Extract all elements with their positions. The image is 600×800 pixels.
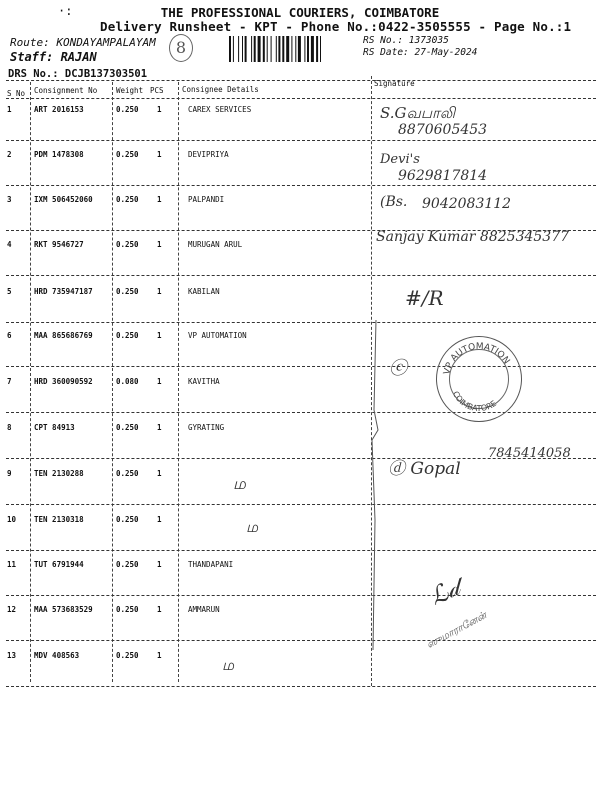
- row-weight: 0.250: [116, 605, 139, 614]
- row-pcs: 1: [157, 560, 162, 569]
- row-separator: [6, 322, 596, 323]
- company-title: THE PROFESSIONAL COURIERS, COIMBATORE: [160, 5, 440, 20]
- row-pcs: 1: [157, 515, 162, 524]
- col-divider: [112, 82, 113, 682]
- row-separator: [6, 550, 596, 551]
- row-pcs: 1: [157, 287, 162, 296]
- row-sno: 8: [7, 423, 12, 432]
- row-separator: [6, 140, 596, 141]
- row-sno: 6: [7, 331, 12, 340]
- row-consignee: MURUGAN ARUL: [188, 240, 243, 249]
- row-weight: 0.250: [116, 150, 139, 159]
- row-consignment-no: RKT 9546727: [34, 240, 84, 249]
- row-pcs: 1: [157, 195, 162, 204]
- row-consignee: CAREX SERVICES: [188, 105, 252, 114]
- row-sno: 7: [7, 377, 12, 386]
- row-weight: 0.250: [116, 469, 139, 478]
- row-separator: [6, 504, 596, 505]
- row-pcs: 1: [157, 377, 162, 386]
- rs-number: RS No.: 1373035: [363, 35, 449, 46]
- row-consignee: THANDAPANI: [188, 560, 234, 569]
- row-weight: 0.250: [116, 331, 139, 340]
- header-rule-bottom: [6, 98, 596, 99]
- col-header-consignee: Consignee Details: [182, 85, 259, 94]
- signature-phone-row-1: 8870605453: [398, 122, 488, 138]
- col-divider: [30, 82, 31, 682]
- col-header-pcs: PCS: [150, 86, 164, 95]
- drs-number: DRS No.: DCJB137303501: [8, 68, 148, 80]
- row-consignment-no: TEN 2130318: [34, 515, 84, 524]
- row-consignment-no: IXM 506452060: [34, 195, 93, 204]
- row-consignment-no: HRD 360090592: [34, 377, 93, 386]
- row-weight: 0.250: [116, 423, 139, 432]
- row-consignee: KAVITHA: [188, 377, 220, 386]
- row-sno: 1: [7, 105, 12, 114]
- row-separator: [6, 275, 596, 276]
- initial-mark-row-13: ம: [222, 656, 235, 674]
- signature-row-6: ⓒ: [389, 358, 407, 379]
- row-weight: 0.080: [116, 377, 139, 386]
- row-consignment-no: CPT 84913: [34, 423, 75, 432]
- signature-row-1: S.Gவபாலி: [380, 104, 456, 122]
- signature-phone-row-3: 9042083112: [422, 196, 512, 212]
- scribble-signature-rows-11-13: ℒ𝒹: [425, 573, 464, 611]
- row-sno: 5: [7, 287, 12, 296]
- row-consignment-no: MAA 573683529: [34, 605, 93, 614]
- row-pcs: 1: [157, 150, 162, 159]
- row-pcs: 1: [157, 651, 162, 660]
- row-pcs: 1: [157, 105, 162, 114]
- row-separator: [6, 640, 596, 641]
- row-separator: [6, 686, 596, 687]
- row-consignment-no: PDM 1478308: [34, 150, 84, 159]
- row-weight: 0.250: [116, 240, 139, 249]
- signature-row-4: Sanjay Kumar 8825345377: [376, 229, 570, 245]
- row-pcs: 1: [157, 331, 162, 340]
- row-separator: [6, 185, 596, 186]
- col-header-sno: S No: [7, 89, 26, 98]
- row-consignment-no: TEN 2130288: [34, 469, 84, 478]
- row-consignee: AMMARUN: [188, 605, 220, 614]
- signature-row-5: #/R: [405, 286, 444, 310]
- row-consignment-no: MAA 865686769: [34, 331, 93, 340]
- header-rule: [6, 80, 596, 81]
- signature-phone-row-2: 9629817814: [398, 168, 488, 184]
- svg-text:COIMBATORE: COIMBATORE: [450, 389, 499, 414]
- row-consignee: DEVIPRIYA: [188, 150, 229, 159]
- vp-automation-stamp: [436, 336, 522, 422]
- col-header-consignment: Consignment No: [34, 86, 98, 95]
- row-weight: 0.250: [116, 515, 139, 524]
- row-weight: 0.250: [116, 105, 139, 114]
- row-consignee: KABILAN: [188, 287, 220, 296]
- row-separator: [6, 595, 596, 596]
- row-consignment-no: ART 2016153: [34, 105, 84, 114]
- signature-row-2: Devi's: [380, 152, 420, 167]
- row-sno: 9: [7, 469, 12, 478]
- signature-row-8: ⓓ Gopal: [388, 459, 461, 479]
- row-weight: 0.250: [116, 195, 139, 204]
- row-pcs: 1: [157, 605, 162, 614]
- initial-mark-row-10: ம: [246, 518, 259, 536]
- row-consignment-no: TUT 6791944: [34, 560, 84, 569]
- row-consignee: PALPANDI: [188, 195, 225, 204]
- col-divider: [178, 82, 179, 682]
- route-label: Route: KONDAYAMPALAYAM: [10, 36, 156, 49]
- staff-label: Staff: RAJAN: [10, 50, 97, 64]
- scribble-text: ஸுமாரானேன்: [425, 610, 489, 651]
- row-consignment-no: MDV 408563: [34, 651, 80, 660]
- row-sno: 10: [7, 515, 17, 524]
- handwritten-circle-mark: 8: [169, 34, 193, 62]
- row-sno: 13: [7, 651, 17, 660]
- row-pcs: 1: [157, 423, 162, 432]
- row-sno: 12: [7, 605, 17, 614]
- row-pcs: 1: [157, 469, 162, 478]
- corner-mark: ·:: [58, 4, 73, 18]
- signature-row-3: (Bs.: [380, 194, 408, 210]
- barcode: [229, 36, 357, 62]
- row-consignee: VP AUTOMATION: [188, 331, 247, 340]
- row-consignment-no: HRD 735947187: [34, 287, 93, 296]
- runsheet-subtitle: Delivery Runsheet - KPT - Phone No.:0422-3505555 - Page No.:1: [100, 19, 572, 34]
- row-pcs: 1: [157, 240, 162, 249]
- row-consignee: GYRATING: [188, 423, 225, 432]
- signature-phone-row-8: 7845414058: [488, 446, 571, 461]
- rs-date: RS Date: 27-May-2024: [363, 47, 478, 58]
- row-sno: 3: [7, 195, 12, 204]
- row-sno: 11: [7, 560, 17, 569]
- initial-mark-row-9: ம: [233, 474, 246, 493]
- row-weight: 0.250: [116, 560, 139, 569]
- row-weight: 0.250: [116, 287, 139, 296]
- col-header-signature: Signature: [374, 79, 415, 88]
- row-sno: 4: [7, 240, 12, 249]
- svg-text:VP AUTOMATION: VP AUTOMATION: [442, 341, 512, 376]
- row-weight: 0.250: [116, 651, 139, 660]
- row-sno: 2: [7, 150, 12, 159]
- col-header-weight: Weight: [116, 86, 144, 95]
- pen-line: [370, 320, 390, 660]
